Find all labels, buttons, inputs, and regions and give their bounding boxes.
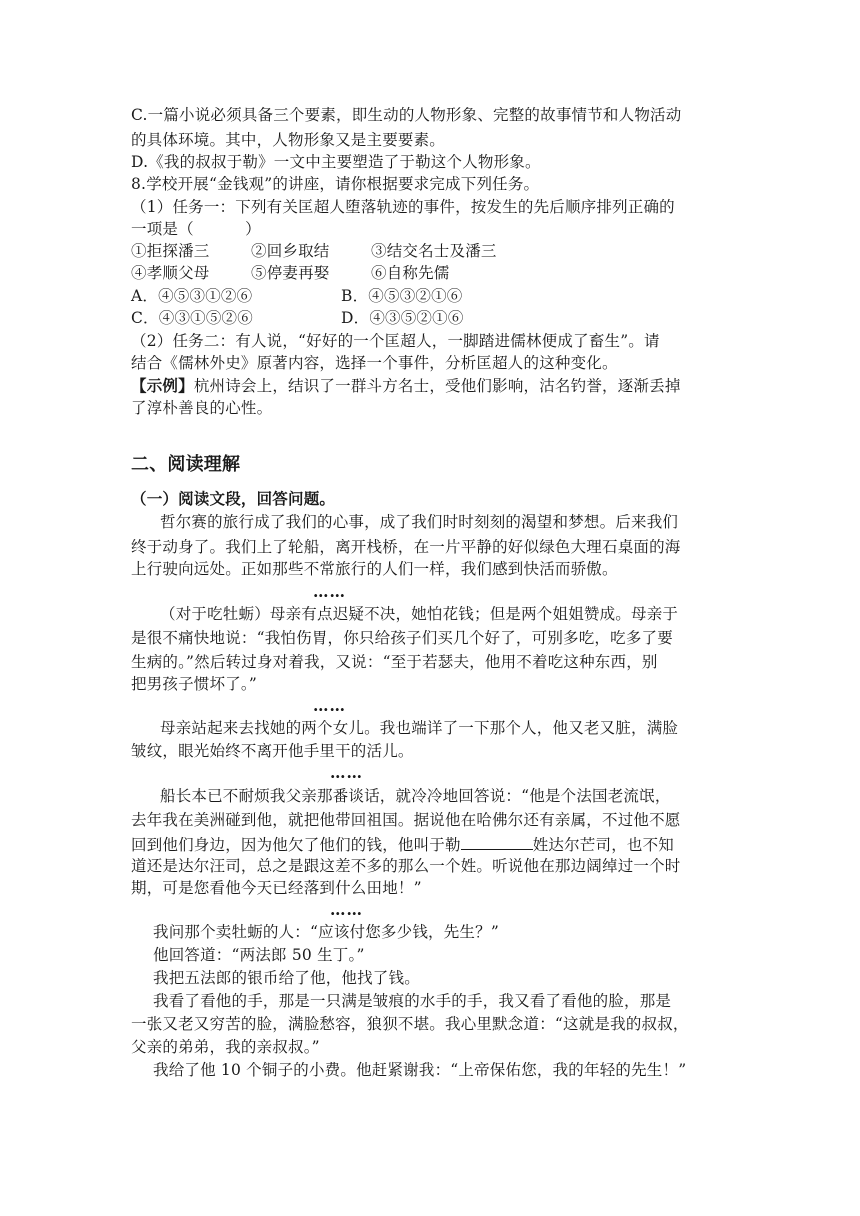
option-c-line1: C.一篇小说必须具备三个要素，即生动的人物形象、完整的故事情节和人物活动	[131, 106, 682, 124]
task2-line1: （2）任务二：有人说，“好好的一个匡超人，一脚踏进儒林便成了畜生”。请	[131, 332, 660, 350]
answer-option-d: D．④③⑤②①⑥	[341, 309, 464, 327]
paragraph-2-line3: 生病的。”然后转过身对着我，又说：“至于若瑟夫，他用不着吃这种东西，别	[131, 653, 658, 671]
event-6: ⑥自称先儒	[371, 264, 450, 282]
paragraph-3-line2: 皱纹，眼光始终不离开他手里干的活儿。	[131, 742, 414, 760]
ellipsis-4: ……	[330, 900, 363, 919]
option-d: D.《我的叔叔于勒》一文中主要塑造了于勒这个人物形象。	[131, 153, 541, 171]
paragraph-8-line3: 父亲的弟弟，我的亲叔叔。”	[131, 1038, 320, 1056]
paragraph-7: 我把五法郎的银币给了他，他找了钱。	[153, 969, 420, 987]
paragraph-1-line2: 终于动身了。我们上了轮船，离开栈桥，在一片平静的好似绿色大理石桌面的海	[131, 538, 681, 556]
paragraph-4-line5: 期，可是您看他今天已经落到什么田地！”	[131, 879, 422, 897]
option-c-line2: 的具体环境。其中，人物形象又是主要要素。	[131, 131, 446, 149]
paragraph-2-line2: 是很不痛快地说：“我怕伤胃，你只给孩子们买几个好了，可别多吃，吃多了要	[131, 629, 673, 647]
fill-in-blank[interactable]	[461, 833, 533, 850]
example-line2: 了淳朴善良的心性。	[131, 399, 273, 417]
example-text: 杭州诗会上，结识了一群斗方名士，受他们影响，沽名钓誉，逐渐丢掉	[193, 377, 681, 395]
paragraph-1-line1: 哲尔赛的旅行成了我们的心事，成了我们时时刻刻的渴望和梦想。后来我们	[160, 513, 679, 531]
paragraph-5: 我问那个卖牡蛎的人：“应该付您多少钱，先生？”	[153, 923, 499, 941]
paragraph-4-line3	[131, 833, 674, 855]
paragraph-4-line1: 船长本已不耐烦我父亲那番谈话，就冷冷地回答说：“他是个法国老流氓，	[160, 787, 671, 805]
paragraph-2-line1: （对于吃牡蛎）母亲有点迟疑不决，她怕花钱；但是两个姐姐赞成。母亲于	[160, 605, 679, 623]
answer-option-b: B．④⑤③②①⑥	[341, 287, 463, 305]
paragraph-4-line4: 道还是达尔汪司，总之是跟这差不多的那么一个姓。听说他在那边阔绰过一个时	[131, 857, 681, 875]
event-2: ②回乡取结	[251, 242, 330, 260]
answer-option-c: C．④③①⑤②⑥	[131, 309, 253, 327]
ellipsis-1: ……	[313, 582, 346, 601]
paragraph-1-line3: 上行驶向远处。正如那些不常旅行的人们一样，我们感到快活而骄傲。	[131, 560, 618, 578]
event-5: ⑤停妻再娶	[251, 264, 330, 282]
example-line1	[131, 376, 681, 396]
paragraph-9: 我给了他 10 个铜子的小费。他赶紧谢我：“上帝保佑您，我的年轻的先生！”	[153, 1061, 687, 1079]
paragraph-2-line4: 把男孩子惯坏了。”	[131, 675, 257, 693]
example-label: 【示例】	[131, 376, 194, 395]
paragraph-4-line2: 去年我在美洲碰到他，就把他带回祖国。据说他在哈佛尔还有亲属，不过他不愿	[131, 811, 681, 829]
task1-line2: 一项是（ ）	[131, 220, 261, 238]
paragraph-3-line1: 母亲站起来去找她的两个女儿。我也端详了一下那个人，他又老又脏，满脸	[160, 719, 679, 737]
paragraph-8-line2: 一张又老又穷苦的脸，满脸愁容，狼狈不堪。我心里默念道：“这就是我的叔叔，	[131, 1015, 689, 1033]
event-1: ①拒探潘三	[131, 242, 210, 260]
sub-heading: （一）阅读文段，回答问题。	[131, 489, 336, 508]
paragraph-8-line1: 我看了看他的手，那是一只满是皱痕的水手的手，我又看了看他的脸，那是	[153, 992, 672, 1010]
paragraph-4-line3-end: 姓达尔芒司，也不知	[532, 836, 675, 854]
event-4: ④孝顺父母	[131, 264, 210, 282]
task2-line2: 结合《儒林外史》原著内容，选择一个事件，分析匡超人的这种变化。	[131, 354, 618, 372]
task1-line1: （1）任务一：下列有关匡超人堕落轨迹的事件，按发生的先后顺序排列正确的	[131, 198, 675, 216]
paragraph-4-line3-start: 回到他们身边，因为他欠了他们的钱，他叫于勒	[131, 836, 461, 854]
ellipsis-2: ……	[313, 696, 346, 715]
answer-option-a: A．④⑤③①②⑥	[131, 287, 253, 305]
paragraph-6: 他回答道：“两法郎 50 生丁。”	[153, 946, 365, 964]
ellipsis-3: ……	[330, 763, 363, 782]
question-8: 8.学校开展“金钱观”的讲座，请你根据要求完成下列任务。	[131, 175, 540, 193]
section-heading: 二、阅读理解	[131, 454, 241, 475]
event-3: ③结交名士及潘三	[371, 242, 497, 260]
